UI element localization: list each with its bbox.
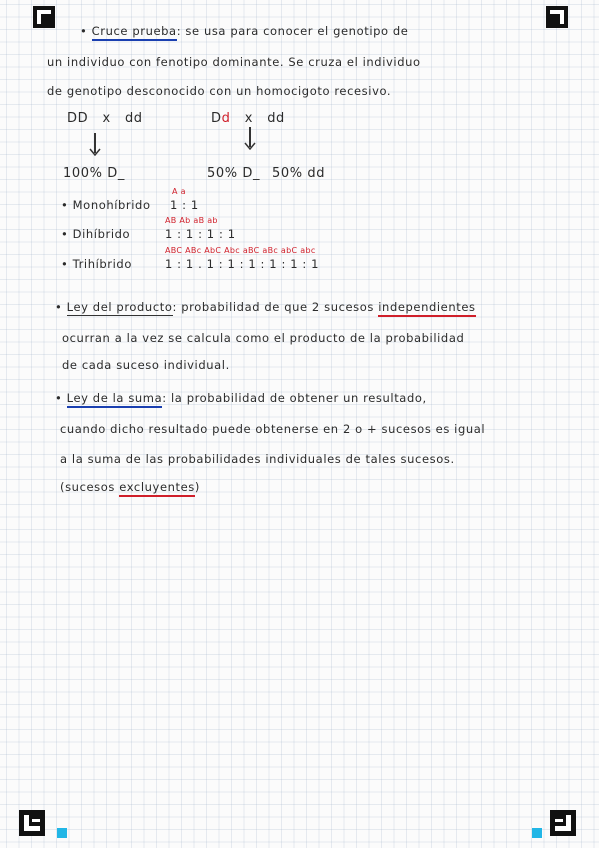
mono-label: Monohíbrido	[72, 198, 151, 212]
bullet: •	[61, 198, 69, 212]
di-label: Dihíbrido	[72, 227, 131, 241]
bullet: •	[61, 257, 69, 271]
di-ratio: 1 : 1 : 1 : 1	[165, 227, 236, 241]
cross-2-left-recessive: d	[221, 111, 231, 126]
cruce-prueba-line-1	[80, 24, 408, 38]
suma-line-4	[60, 480, 200, 494]
tri-gametes: ABC ABc AbC Abc aBC aBc abC abc	[165, 246, 316, 255]
cross-2-result-1: 50% D_	[207, 166, 261, 181]
suma-line-1	[55, 391, 427, 405]
producto-definition: : probabilidad de que 2 sucesos	[172, 300, 374, 314]
corner-marker-icon	[33, 6, 55, 28]
cruce-prueba-line-3: de genotipo desconocido con un homocigoto recesivo.	[47, 84, 392, 98]
cross-1-result: 100% D_	[63, 166, 126, 181]
cross-2-right: dd	[267, 111, 285, 126]
tri-ratio: 1 : 1 . 1 : 1 : 1 : 1 : 1 : 1	[165, 257, 320, 271]
suma-line-4-close: )	[194, 480, 200, 494]
di-gametes: AB Ab aB ab	[165, 216, 218, 225]
tri-label: Trihíbrido	[72, 257, 132, 271]
suma-term: Ley de la suma	[67, 391, 163, 408]
independientes-highlight: independientes	[378, 300, 475, 317]
excluyentes-highlight: excluyentes	[119, 480, 195, 497]
corner-marker-icon	[546, 6, 568, 28]
bullet: •	[55, 391, 63, 405]
cyan-square-mark	[532, 828, 542, 838]
cross-2-left-dominant: D	[211, 111, 222, 126]
bullet: •	[55, 300, 63, 314]
cruce-prueba-definition: : se usa para conocer el genotipo de	[176, 24, 409, 38]
cruce-prueba-line-2: un individuo con fenotipo dominante. Se cruza el individuo	[47, 55, 421, 69]
bullet: •	[80, 24, 88, 38]
cruce-prueba-term: Cruce prueba	[92, 24, 177, 41]
producto-term: Ley del producto	[66, 300, 173, 314]
cross-1-left: DD	[67, 111, 89, 126]
cross-1-right: dd	[124, 111, 143, 126]
cross-2	[211, 111, 285, 126]
mono-ratio: 1 : 1	[170, 198, 199, 212]
corner-marker-icon	[19, 810, 45, 836]
suma-line-2: cuando dicho resultado puede obtenerse en 2 o + sucesos es igual	[60, 422, 486, 436]
suma-definition: : la probabilidad de obtener un resultado,	[162, 391, 427, 405]
cross-2-result-2: 50% dd	[272, 166, 326, 181]
producto-line-3: de cada suceso individual.	[62, 358, 230, 372]
suma-line-3: a la suma de las probabilidades individuales de tales sucesos.	[60, 452, 455, 466]
cross-1	[67, 111, 143, 126]
bullet: •	[61, 227, 69, 241]
producto-line-1	[55, 300, 476, 314]
corner-marker-icon	[550, 810, 576, 836]
mono-row	[61, 198, 151, 212]
cross-1-x: x	[102, 111, 111, 126]
di-row	[61, 227, 130, 241]
arrow-head-icon	[244, 142, 256, 150]
tri-row	[61, 257, 132, 271]
arrow-head-icon	[89, 148, 101, 156]
suma-line-4-open: (sucesos	[60, 480, 115, 494]
cyan-square-mark	[57, 828, 67, 838]
producto-line-2: ocurran a la vez se calcula como el producto de la probabilidad	[62, 331, 465, 345]
cross-2-x: x	[244, 111, 253, 126]
mono-gametes: A a	[172, 187, 186, 196]
